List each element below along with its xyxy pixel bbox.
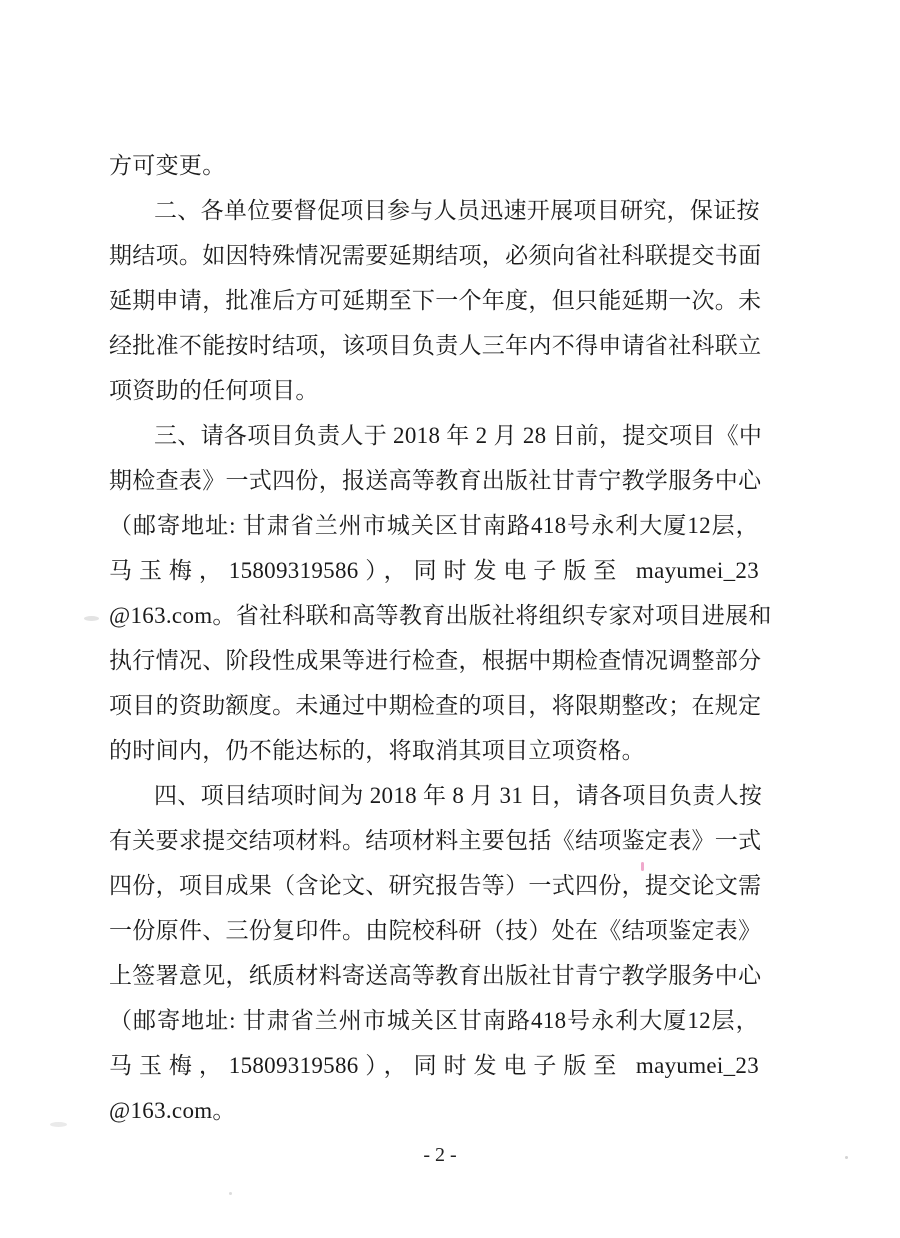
text-line: 项资助的任何项目。 xyxy=(109,378,319,403)
text-line: 上签署意见，纸质材料寄送高等教育出版社甘青宁教学服务中心 xyxy=(109,963,762,988)
text-line: 方可变更。 xyxy=(109,153,226,178)
text-line: 有关要求提交结项材料。结项材料主要包括《结项鉴定表》一式 xyxy=(109,828,762,853)
text-line: 四、项目结项时间为 2018 年 8 月 31 日，请各项目负责人按 xyxy=(154,783,763,808)
text-line: 的时间内，仍不能达标的，将取消其项目立项资格。 xyxy=(109,738,645,763)
text-line: @163.com。省社科联和高等教育出版社将组织专家对项目进展和 xyxy=(109,603,772,628)
text-line: （邮寄地址: 甘肃省兰州市城关区甘南路418号永利大厦12层， xyxy=(109,1008,759,1033)
text-line: 经批准不能按时结项，该项目负责人三年内不得申请省社科联立 xyxy=(109,333,762,358)
text-line: 一份原件、三份复印件。由院校科研（技）处在《结项鉴定表》 xyxy=(109,918,762,943)
text-line: 三、请各项目负责人于 2018 年 2 月 28 日前，提交项目《中 xyxy=(154,423,763,448)
text-line: （邮寄地址: 甘肃省兰州市城关区甘南路418号永利大厦12层， xyxy=(109,513,759,538)
page-number: - 2 - xyxy=(423,1144,457,1166)
text-line: 项目的资助额度。未通过中期检查的项目，将限期整改；在规定 xyxy=(109,693,762,718)
text-line: 延期申请，批准后方可延期至下一个年度，但只能延期一次。未 xyxy=(109,288,762,313)
text-line: 马玉梅，15809319586），同时发电子版至 mayumei_23 xyxy=(109,1053,759,1078)
text-line: @163.com。 xyxy=(109,1098,236,1123)
text-line: 执行情况、阶段性成果等进行检查，根据中期检查情况调整部分 xyxy=(109,648,762,673)
scan-artifact xyxy=(50,1122,67,1127)
text-line: 期结项。如因特殊情况需要延期结项，必须向省社科联提交书面 xyxy=(109,243,762,268)
text-line: 马玉梅，15809319586），同时发电子版至 mayumei_23 xyxy=(109,558,759,583)
document-body xyxy=(109,143,772,1133)
text-line: 四份，项目成果（含论文、研究报告等）一式四份，提交论文需 xyxy=(109,873,762,898)
scan-artifact xyxy=(229,1192,232,1195)
text-line: 二、各单位要督促项目参与人员迅速开展项目研究，保证按 xyxy=(154,198,760,223)
scan-artifact xyxy=(84,616,99,621)
scan-artifact xyxy=(845,1156,848,1159)
text-line: 期检查表》一式四份，报送高等教育出版社甘青宁教学服务中心 xyxy=(109,468,762,493)
scan-artifact xyxy=(641,862,644,871)
